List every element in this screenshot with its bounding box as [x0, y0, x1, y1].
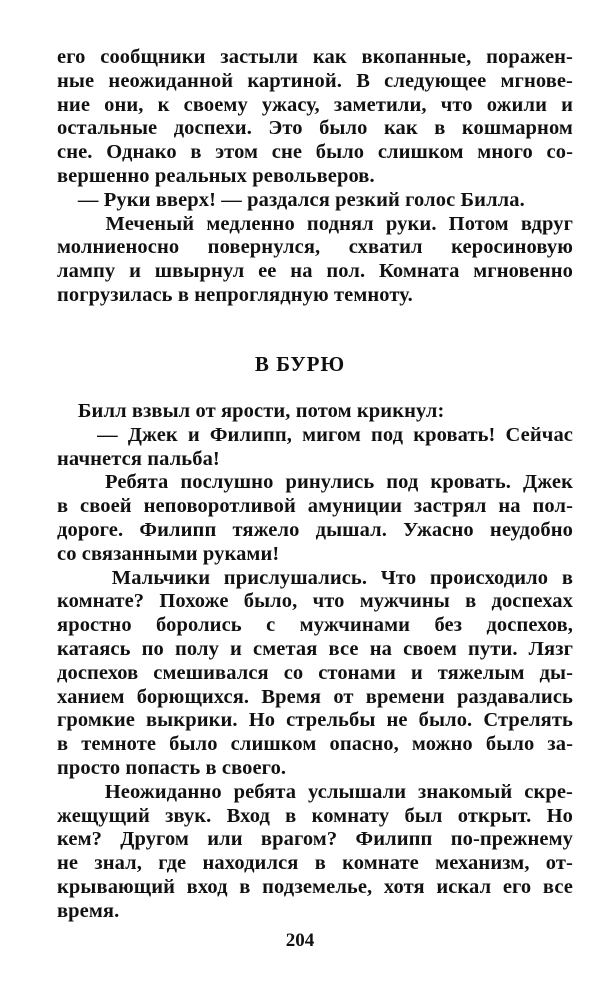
text-line: сне. Однако в этом сне было слишком много со- — [57, 141, 573, 164]
text-line: Ребята послушно ринулись под кровать. Джек — [57, 471, 573, 494]
text-section-2 — [57, 400, 573, 924]
text-line: крывающий вход в подземелье, хотя искал его все — [57, 875, 573, 898]
text-line: комнате? Похоже было, что мужчины в доспехах — [57, 590, 573, 613]
text-line: погрузилась в непроглядную темноту. — [57, 283, 413, 306]
text-line: Неожиданно ребята услышали знакомый скре- — [57, 780, 573, 803]
text-line: кем? Другом или врагом? Филипп по-прежнему — [57, 828, 573, 851]
text-line: Билл взвыл от ярости, потом крикнул: — [57, 400, 445, 422]
text-line: начнется пальба! — [57, 447, 220, 470]
text-line: — Джек и Филипп, мигом под кровать! Сейчас — [57, 423, 573, 446]
text-line: катаясь по полу и сметая все на своем пути. Лязг — [57, 637, 573, 660]
text-line: Мальчики прислушались. Что происходило в — [57, 566, 573, 589]
text-line: лампу и швырнул ее на пол. Комната мгновенно — [57, 260, 573, 283]
text-line: Меченый медленно поднял руки. Потом вдруг — [57, 212, 573, 235]
text-line: остальные доспехи. Это было как в кошмарном — [57, 117, 573, 140]
text-line: его сообщники застыли как вкопанные, поражен- — [57, 46, 573, 68]
chapter-title: В БУРЮ — [254, 352, 346, 376]
text-line: ханием борющихся. Время от времени раздавались — [57, 685, 573, 708]
text-line: вершенно реальных револьверов. — [57, 164, 375, 187]
text-line: в темноте было слишком опасно, можно было за- — [57, 733, 573, 756]
text-line: со связанными руками! — [57, 542, 280, 565]
text-section-1 — [57, 46, 573, 308]
text-line: время. — [57, 899, 120, 922]
text-line: в своей неповоротливой амуниции застрял на пол- — [57, 495, 573, 518]
text-line: жещущий звук. Вход в комнату был открыт. Но — [57, 804, 573, 827]
text-line: ные неожиданной картиной. В следующее мгнове- — [57, 69, 573, 92]
page-number: 204 — [285, 930, 315, 951]
text-line: громкие выкрики. Но стрельбы не было. Стрелять — [57, 709, 573, 732]
text-line: доспехов смешивался со стонами и тяжелым ды- — [57, 661, 573, 684]
text-line: просто попасть в своего. — [57, 756, 287, 779]
text-line: ние они, к своему ужасу, заметили, что ожили и — [57, 93, 573, 116]
text-line: — Руки вверх! — раздался резкий голос Билла. — [57, 188, 525, 211]
text-line: дороге. Филипп тяжело дышал. Ужасно неудобно — [57, 518, 573, 541]
text-line: молниеносно повернулся, схватил керосиновую — [57, 236, 573, 259]
text-line: яростно боролись с мужчинами без доспехов, — [57, 614, 573, 637]
text-line: не знал, где находился в комнате механизм, от- — [57, 852, 573, 875]
